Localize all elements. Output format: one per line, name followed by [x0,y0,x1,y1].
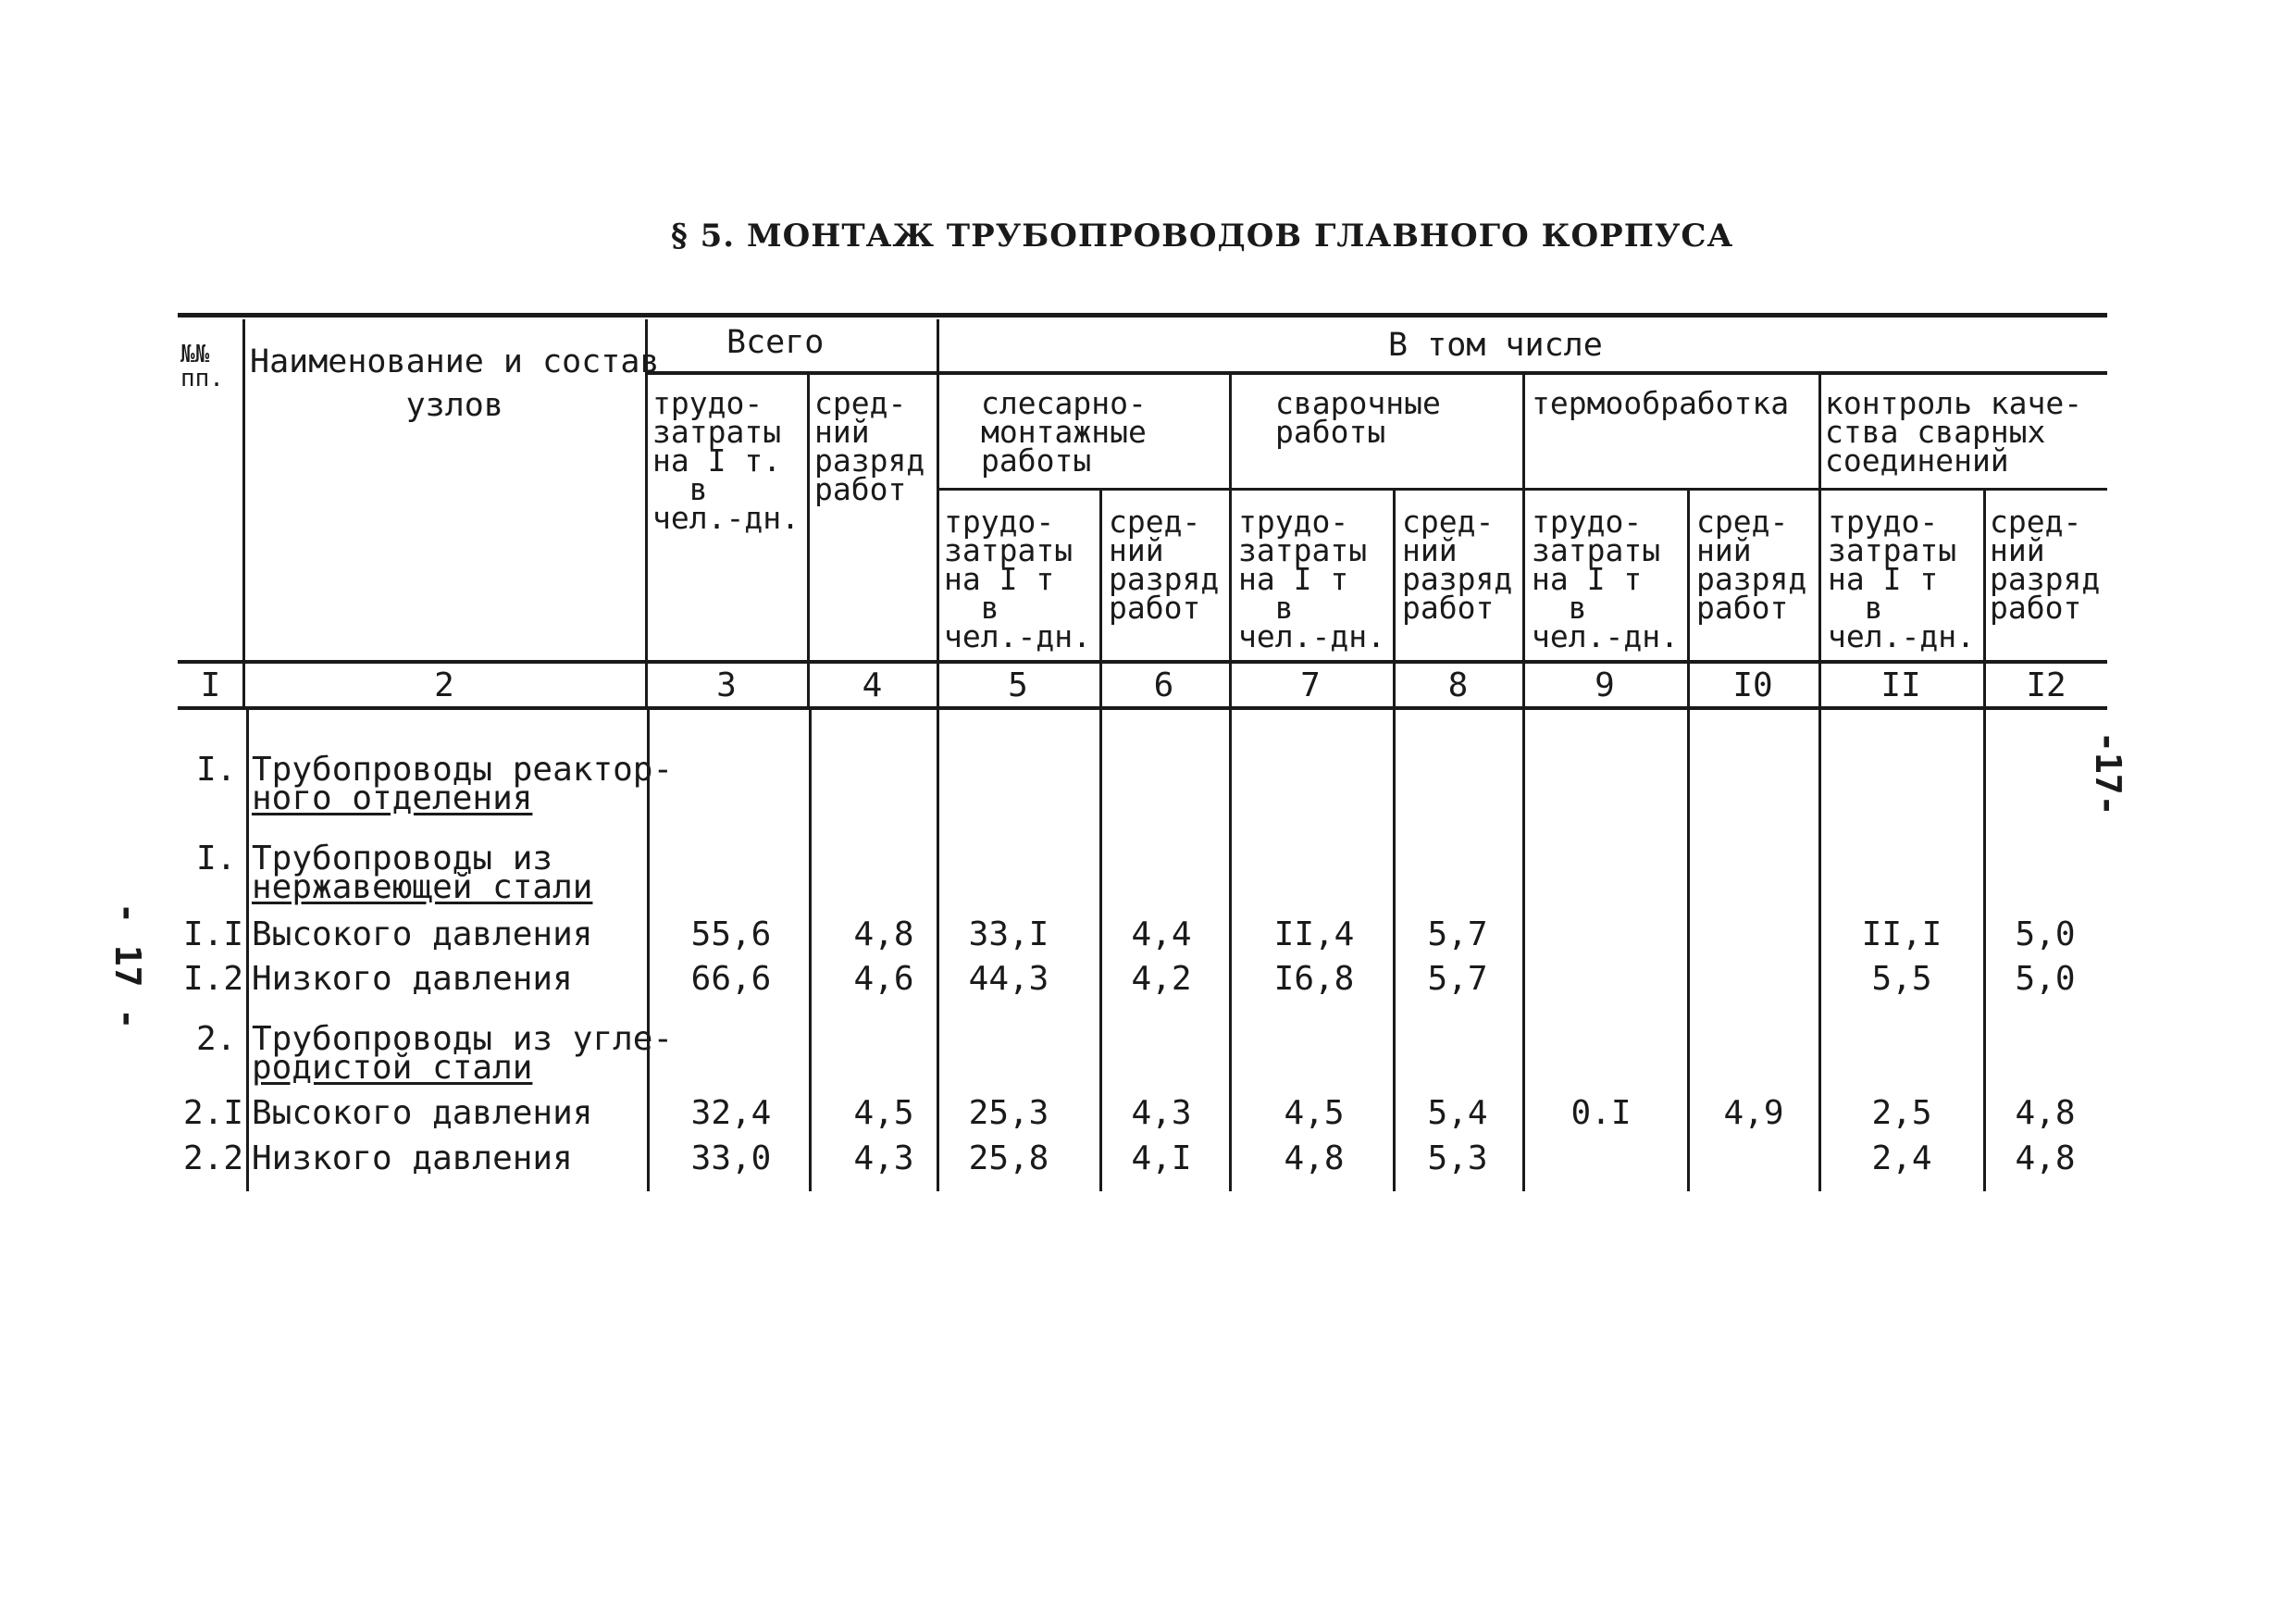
table-top-rule [178,313,2107,317]
rule-all-top-total [645,371,937,375]
vline-body-i [1687,710,1690,1191]
cell-c12: 4,8 [2015,1094,2076,1132]
row-no: I. [196,840,237,877]
vline-h [1522,375,1525,660]
row-name-line2: нержавеющей стали [252,868,593,906]
row-no: I. [196,751,237,789]
vline-body-g [1393,710,1396,1191]
vline-e [1099,491,1102,660]
header-total-grade: сред- ний разряд работ [814,385,925,507]
row-no: I.2 [183,960,244,998]
vline-body-h [1522,710,1525,1191]
cell-c11: 2,5 [1871,1094,1932,1132]
row-name: Высокого давления [252,915,593,953]
header-group-welding: сварочные работы [1275,385,1441,450]
cell-c4: 4,3 [853,1139,914,1177]
header-name: Наименование и состав узлов [250,343,660,424]
row-name-line1: Трубопроводы реактор- [252,751,674,789]
cell-c7: I6,8 [1273,960,1355,998]
header-including: В том числе [1388,327,1603,364]
vline-body-j [1818,710,1821,1191]
cell-c5: 44,3 [968,960,1049,998]
vline-body-a [246,710,249,1191]
cell-c6: 4,I [1131,1139,1192,1177]
col-number: 8 [1447,666,1469,704]
cell-c3: 32,4 [690,1094,772,1132]
col-number: 2 [434,666,454,704]
col-number: 5 [1008,666,1028,704]
vline-body-k [1983,710,1986,1191]
page-number-right: -17- [2088,731,2128,816]
cell-c8: 5,7 [1427,960,1488,998]
col-number: 3 [716,666,737,704]
cell-c7: 4,5 [1284,1094,1345,1132]
cell-c8: 5,4 [1427,1094,1488,1132]
page-title: § 5. МОНТАЖ ТРУБОПРОВОДОВ ГЛАВНОГО КОРПУСА [671,218,1734,255]
cell-c6: 4,3 [1131,1094,1192,1132]
cell-c12: 5,0 [2015,915,2076,953]
vline-body-f [1229,710,1232,1191]
cell-c10: 4,9 [1723,1094,1784,1132]
header-grade-8: сред- ний разряд работ [1402,504,1513,626]
cell-c11: II,I [1861,915,1942,953]
vline-g [1393,491,1396,660]
row-no: 2.2 [183,1139,244,1177]
cell-c12: 5,0 [2015,960,2076,998]
vline-i [1687,491,1690,660]
header-labor-9: трудо- затраты на I т в чел.-дн. [1532,504,1679,654]
cell-c11: 5,5 [1871,960,1932,998]
cell-c3: 33,0 [690,1139,772,1177]
row-name-line2: ного отделения [252,779,533,817]
col-number: I2 [2026,666,2066,704]
vline-c [807,375,810,660]
header-total-labor: трудо- затраты на I т. в чел.-дн. [652,385,800,536]
header-total: Всего [726,324,825,361]
vline-j [1818,375,1821,660]
header-labor-5: трудо- затраты на I т в чел.-дн. [944,504,1091,654]
col-number: II [1880,666,1921,704]
header-grade-10: сред- ний разряд работ [1696,504,1807,626]
cell-c12: 4,8 [2015,1139,2076,1177]
header-group-quality-control: контроль каче- ства сварных соединений [1825,385,2083,479]
row-no: I.I [183,915,244,953]
row-no: 2.I [183,1094,244,1132]
cell-c3: 55,6 [690,915,772,953]
col-number: 7 [1300,666,1321,704]
header-labor-7: трудо- затраты на I т в чел.-дн. [1238,504,1385,654]
cell-c8: 5,7 [1427,915,1488,953]
row-name-line1: Трубопроводы из угле- [252,1020,674,1058]
vline-f [1229,375,1232,660]
vline-d [937,319,939,660]
header-labor-11: трудо- затраты на I т в чел.-дн. [1828,504,1975,654]
header-group-heat-treatment: термообработка [1532,385,1790,421]
cell-c8: 5,3 [1427,1139,1488,1177]
cell-c11: 2,4 [1871,1139,1932,1177]
cell-c5: 25,3 [968,1094,1049,1132]
row-name-line1: Трубопроводы из [252,840,553,877]
header-no: №№ пп. [180,341,224,392]
cell-c5: 33,I [968,915,1049,953]
cell-c7: II,4 [1273,915,1355,953]
vline-body-c [809,710,812,1191]
col-number: 4 [862,666,883,704]
cell-c6: 4,2 [1131,960,1192,998]
header-group-assembly: слесарно- монтажные работы [981,385,1147,479]
vline-k [1983,491,1986,660]
row-name-line2: родистой стали [252,1049,533,1087]
vline-body-e [1099,710,1102,1191]
header-grade-12: сред- ний разряд работ [1990,504,2101,626]
cell-c5: 25,8 [968,1139,1049,1177]
cell-c4: 4,6 [853,960,914,998]
page-number-left: - 17 - [107,902,148,1030]
col-number: 9 [1595,666,1615,704]
cell-c9: 0.I [1570,1094,1632,1132]
row-no: 2. [196,1020,237,1058]
cell-c7: 4,8 [1284,1139,1345,1177]
header-grade-6: сред- ний разряд работ [1109,504,1220,626]
cell-c3: 66,6 [690,960,772,998]
cell-c4: 4,8 [853,915,914,953]
cell-c4: 4,5 [853,1094,914,1132]
row-name: Низкого давления [252,1139,573,1177]
vline-a [242,319,245,660]
row-name: Низкого давления [252,960,573,998]
col-number: I [200,666,221,704]
col-number: 6 [1153,666,1174,704]
cell-c6: 4,4 [1131,915,1192,953]
col-number: I0 [1732,666,1773,704]
row-name: Высокого давления [252,1094,593,1132]
